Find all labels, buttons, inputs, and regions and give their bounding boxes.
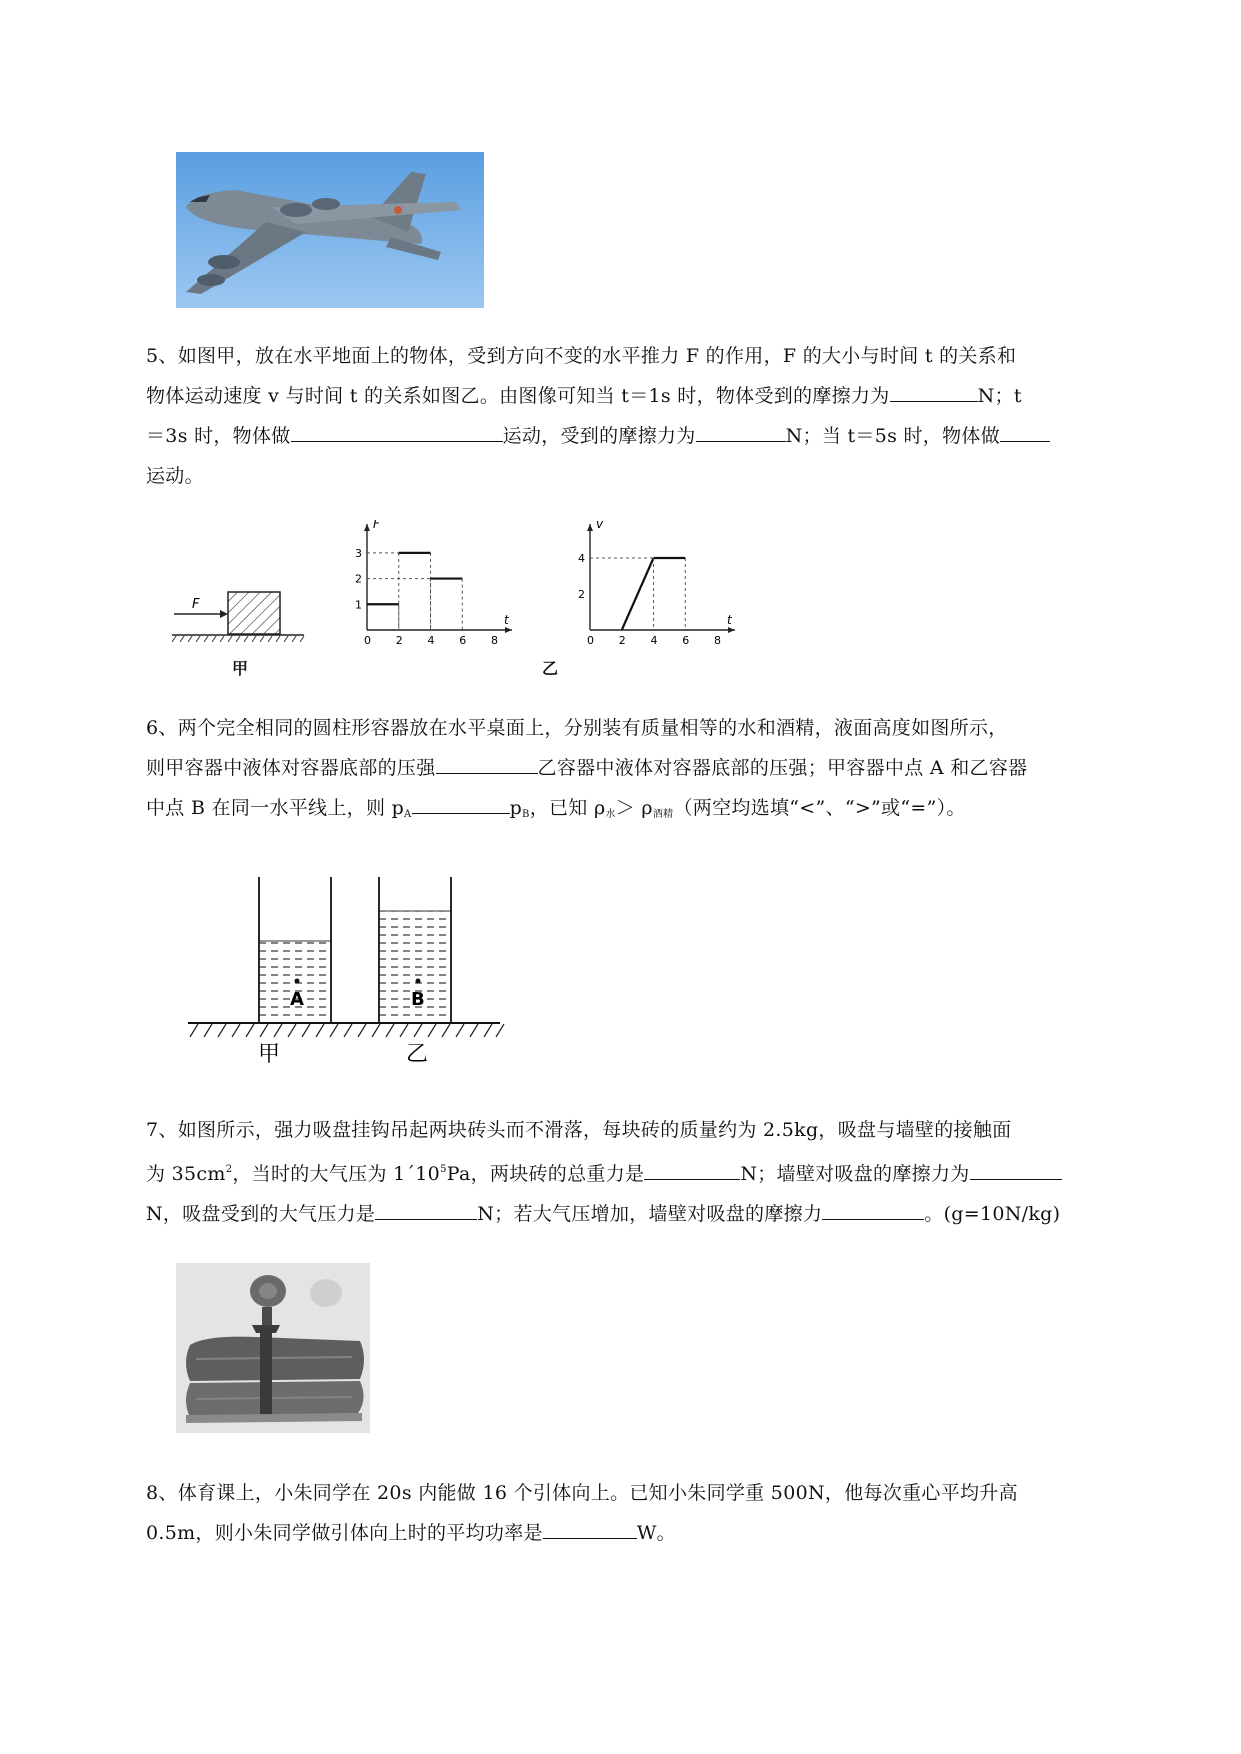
q7-blank-3[interactable]: [375, 1197, 477, 1220]
q5-blank-2[interactable]: [291, 419, 503, 442]
q6-line2b: 乙容器中液体对容器底部的压强；甲容器中点 A 和乙容器: [537, 757, 1028, 779]
ft-y-tick: 1: [355, 598, 362, 612]
vt-x-label: t: [727, 613, 732, 627]
q6-number: 6、: [146, 717, 178, 739]
ft-x-tick: 6: [459, 634, 467, 647]
airplane-photo: [176, 152, 484, 308]
q5-line3a: ＝3s 时，物体做: [146, 425, 291, 447]
vt-x-tick: 4: [650, 634, 658, 647]
vt-y-tick: 4: [578, 552, 585, 565]
ft-x-tick: 2: [395, 634, 403, 647]
container-jia-caption: 甲: [258, 1042, 281, 1067]
q7-blank-2[interactable]: [970, 1157, 1062, 1180]
vt-y-tick: 2: [578, 588, 585, 601]
q8-line1: 体育课上，小朱同学在 20s 内能做 16 个引体向上。已知小朱同学重 500N，他每次重心平均升高: [177, 1482, 1018, 1504]
question-7: 7、如图所示，强力吸盘挂钩吊起两块砖头而不滑落，每块砖的质量约为 2.5kg，吸盘与墙壁的接触面 为 $35cm^2$，当时的大气压为 $1´10^5Pa$，两块砖的总重力是 N；墙壁对吸盘的摩擦力为 N，吸盘受到的大气压力是 N；若大气压增加，墙壁对吸盘的摩擦力 。(g=10N/kg): [146, 1119, 1061, 1225]
question-6: 6、两个完全相同的圆柱形容器放在水平桌面上，分别装有质量相等的水和酒精，液面高度如图所示， 则甲容器中液体对容器底部的压强 乙容器中液体对容器底部的压强；甲容器中点 A 和乙容器 中点 B 在同一水平线上，则 $p_A$ $p_B$，已知 $\rho_水> \rho_{酒精}$（两空均选填“<”、“>”或“=”）。: [146, 717, 1028, 820]
ft-x-tick: 0: [364, 634, 371, 647]
q6-blank-2[interactable]: [412, 791, 510, 814]
ft-y-arrow: [364, 524, 370, 531]
q7-blank-4[interactable]: [822, 1197, 924, 1220]
vt-segment-1: [622, 558, 654, 630]
q5-number: 5、: [146, 345, 178, 367]
q6-line2a: 则甲容器中液体对容器底部的压强: [146, 757, 436, 779]
figure-containers: [186, 875, 506, 1071]
ft-x-arrow: [505, 627, 512, 633]
ft-x-tick: 4: [427, 634, 435, 647]
q7-number: 7、: [146, 1119, 178, 1141]
question-8: 8、体育课上，小朱同学在 20s 内能做 16 个引体向上。已知小朱同学重 500N，他每次重心平均升高 0.5m，则小朱同学做引体向上时的平均功率是 W。: [146, 1482, 1018, 1544]
q6-blank-1[interactable]: [436, 751, 538, 774]
vt-x-tick: 0: [587, 634, 594, 647]
graph-v-t: [568, 520, 748, 655]
vt-x-tick: 8: [714, 634, 722, 647]
ft-x-label: t: [504, 613, 509, 627]
ft-y-label: F: [373, 520, 380, 531]
q5-blank-3[interactable]: [696, 419, 786, 442]
vt-x-tick: 6: [682, 634, 690, 647]
q5-line1: 如图甲，放在水平地面上的物体，受到方向不变的水平推力 F 的作用，F 的大小与时间 t 的关系和: [177, 345, 1017, 367]
q5-line2b: N；t: [977, 385, 1022, 407]
q5-line2a: 物体运动速度 v 与时间 t 的关系如图乙。由图像可知当 t＝1s 时，物体受到的摩擦力为: [146, 385, 890, 407]
suction-cup-photo: [176, 1263, 370, 1433]
q8-number: 8、: [146, 1482, 178, 1504]
q7-blank-1[interactable]: [644, 1157, 740, 1180]
vt-y-label: v: [596, 520, 604, 531]
ft-x-tick: 8: [491, 634, 499, 647]
vt-x-arrow: [728, 627, 735, 633]
q5-line3b: 运动，受到的摩擦力为: [502, 425, 696, 447]
vt-y-arrow: [587, 524, 593, 531]
q6-line3a: 中点 B 在同一水平线上，则 p: [146, 797, 405, 819]
q7-line1: 如图所示，强力吸盘挂钩吊起两块砖头而不滑落，每块砖的质量约为 2.5kg，吸盘与墙壁的接触面: [177, 1119, 1012, 1141]
vt-x-tick: 2: [618, 634, 626, 647]
q5-blank-1[interactable]: [890, 379, 978, 402]
point-a-label: A: [290, 989, 304, 1010]
force-label: F: [192, 597, 200, 612]
caption-yi: 乙: [542, 659, 559, 678]
q5-line3c: N；当 t＝5s 时，物体做: [785, 425, 1000, 447]
q5-line4: 运动。: [146, 465, 204, 487]
container-yi-caption: 乙: [406, 1042, 429, 1067]
q5-blank-4[interactable]: [1000, 419, 1050, 442]
ft-y-tick: 3: [355, 546, 362, 560]
graph-f-t: [345, 520, 525, 655]
ft-y-tick: 2: [355, 572, 362, 586]
caption-jia: 甲: [232, 659, 249, 678]
q8-blank-1[interactable]: [543, 1516, 637, 1539]
figure-jia-block: [170, 580, 310, 644]
point-b-label: B: [411, 989, 425, 1010]
q6-line1: 两个完全相同的圆柱形容器放在水平桌面上，分别装有质量相等的水和酒精，液面高度如图所示，: [177, 717, 1008, 739]
question-5: [146, 336, 1146, 496]
